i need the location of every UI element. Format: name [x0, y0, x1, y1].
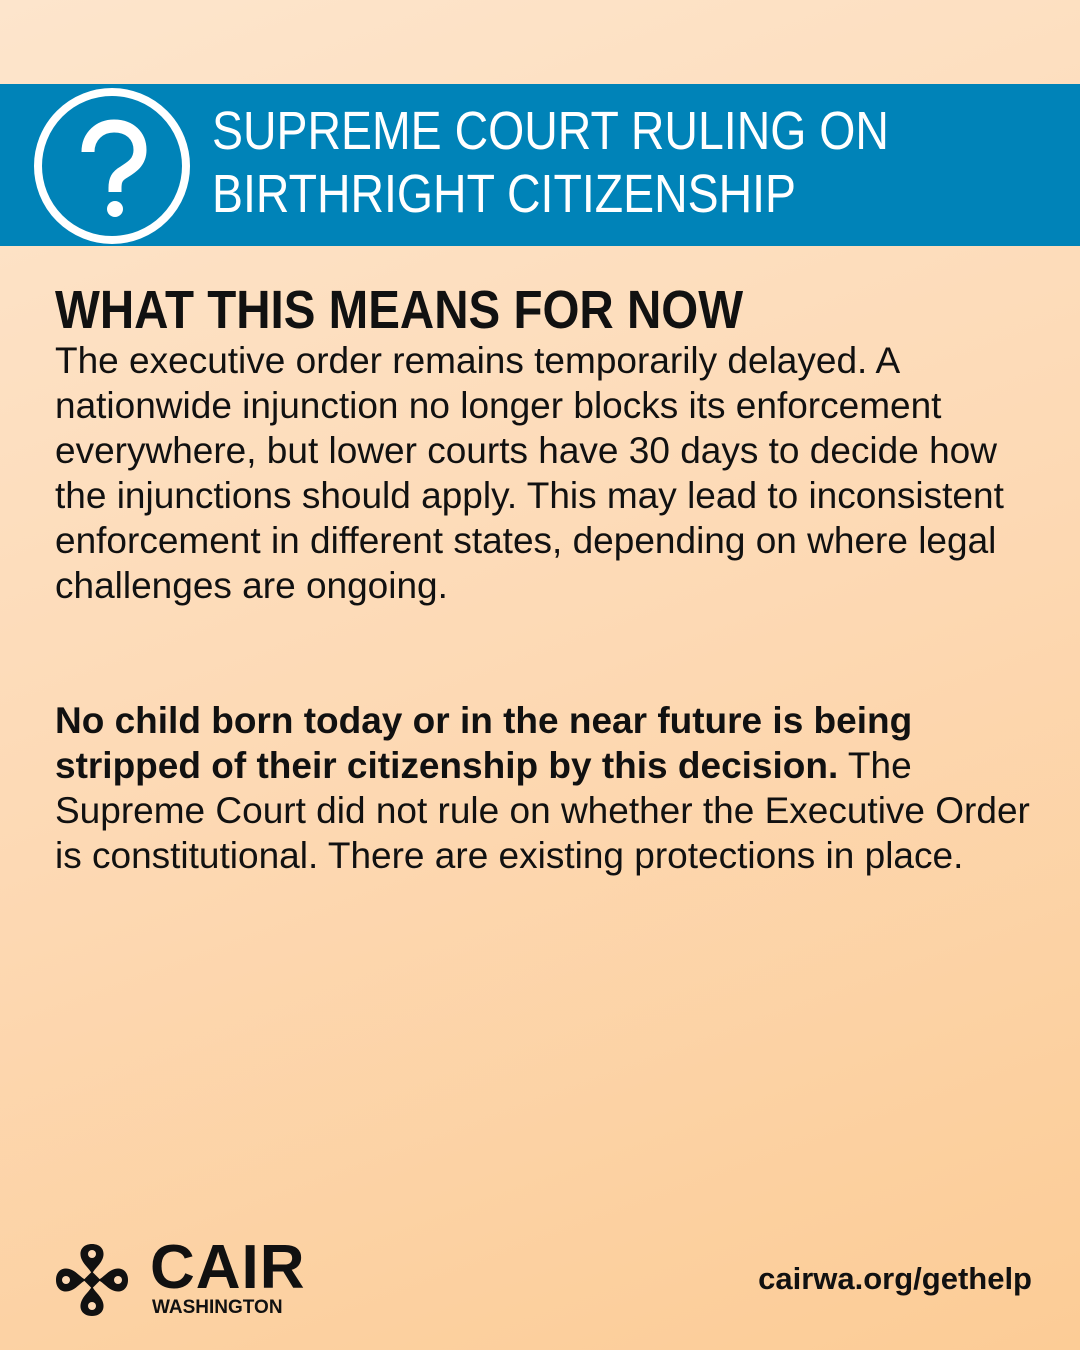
- logo-subtitle: WASHINGTON: [152, 1297, 283, 1318]
- help-url[interactable]: cairwa.org/gethelp: [758, 1261, 1032, 1296]
- paragraph-1: The executive order remains temporarily delayed. A nationwide injunction no longer blocks its enforcement everywhere, but lower courts have 30 days to decide how the injunctions should apply. This may lead to inconsistent enforcement in different states, depending on where legal challenges are ongoing.: [55, 340, 1004, 606]
- paragraph-2-rest: The Supreme Court did not rule on whether the Executive Order is constitutional. There are existing protections in place.: [55, 745, 1030, 876]
- cair-emblem-icon: [52, 1240, 132, 1320]
- logo-wordmark: CAIR: [150, 1233, 306, 1302]
- section-heading: WHAT THIS MEANS FOR NOW: [55, 280, 744, 340]
- title-line-1: SUPREME COURT RULING ON: [212, 101, 889, 161]
- paragraph-2: [55, 698, 1035, 878]
- title-line-2: BIRTHRIGHT CITIZENSHIP: [212, 164, 796, 224]
- paragraph-2-bold: No child born today or in the near future is being stripped of their citizenship by this decision.: [55, 700, 913, 786]
- cair-logo: [52, 1233, 312, 1320]
- page-title: [212, 100, 889, 226]
- question-mark-icon: [34, 88, 190, 244]
